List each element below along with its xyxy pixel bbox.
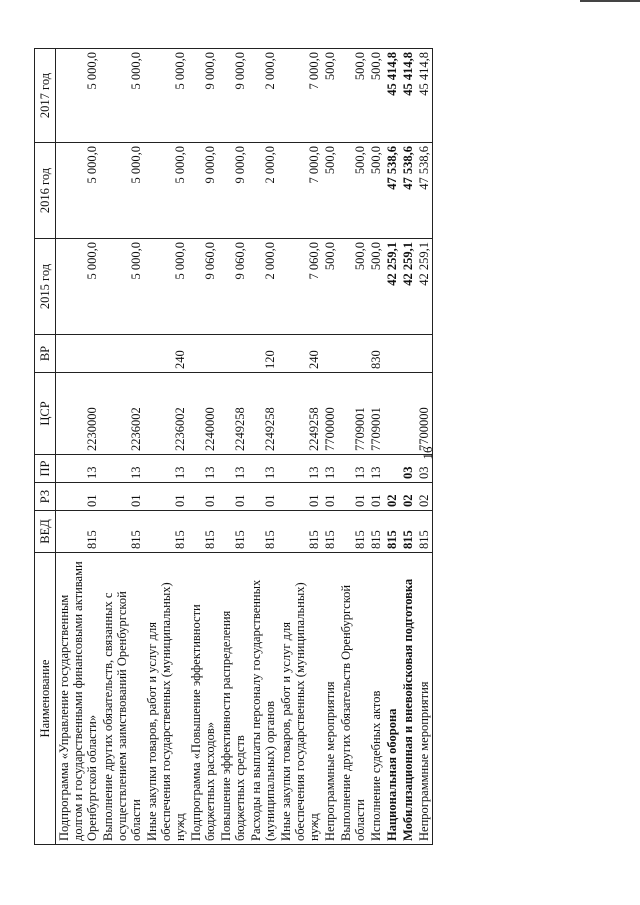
cell-pr: 13 [322,455,338,483]
cell-csr: 2249258 [218,373,248,455]
header-2015: 2015 год [35,239,56,335]
cell-pr: 13 [278,455,322,483]
cell-csr [400,373,416,455]
cell-2016: 500,0 [338,143,368,239]
cell-name: Выполнение других обязательств, связанных с осуществлением заимствований Оренбургской области [100,553,144,845]
cell-2017: 45 414,8 [384,49,400,143]
cell-pr: 13 [188,455,218,483]
header-ved: ВЕД [35,511,56,553]
cell-vr [338,335,368,373]
cell-ved: 815 [384,511,400,553]
cell-rz: 02 [416,483,433,511]
cell-vr [188,335,218,373]
cell-2016: 47 538,6 [416,143,433,239]
cell-vr: 830 [368,335,384,373]
cell-ved: 815 [338,511,368,553]
cell-2017: 45 414,8 [416,49,433,143]
cell-csr: 2236002 [100,373,144,455]
cell-rz: 01 [278,483,322,511]
cell-2017: 5 000,0 [56,49,101,143]
cell-2015: 42 259,1 [416,239,433,335]
header-vr: ВР [35,335,56,373]
cell-2015: 42 259,1 [400,239,416,335]
budget-table [34,48,433,845]
cell-csr: 7700000 [416,373,433,455]
table-row [338,49,368,845]
table-row [100,49,144,845]
table-header-row [35,49,56,845]
table-row [248,49,278,845]
cell-2016: 500,0 [368,143,384,239]
cell-2017: 5 000,0 [144,49,188,143]
cell-pr [384,455,400,483]
cell-2017: 7 000,0 [278,49,322,143]
cell-ved: 815 [188,511,218,553]
cell-pr: 13 [56,455,101,483]
cell-name: Непрограммные мероприятия [416,553,433,845]
cell-rz: 01 [248,483,278,511]
cell-ved: 815 [100,511,144,553]
cell-2016: 5 000,0 [56,143,101,239]
cell-pr: 13 [144,455,188,483]
cell-csr: 7709001 [368,373,384,455]
cell-2017: 500,0 [368,49,384,143]
table-row [322,49,338,845]
header-2016: 2016 год [35,143,56,239]
cell-ved: 815 [248,511,278,553]
cell-csr: 2236002 [144,373,188,455]
cell-ved: 815 [144,511,188,553]
table-row [368,49,384,845]
table-body [56,49,433,845]
table-row [188,49,218,845]
cell-name: Расходы на выплаты персоналу государственных (муниципальных) органов [248,553,278,845]
cell-2015: 9 060,0 [188,239,218,335]
cell-vr: 120 [248,335,278,373]
cell-vr [100,335,144,373]
cell-2016: 47 538,6 [400,143,416,239]
cell-2016: 47 538,6 [384,143,400,239]
cell-ved: 815 [56,511,101,553]
cell-2015: 5 000,0 [56,239,101,335]
cell-pr: 13 [218,455,248,483]
cell-2016: 5 000,0 [144,143,188,239]
cell-2015: 5 000,0 [144,239,188,335]
cell-2015: 500,0 [338,239,368,335]
cell-rz: 01 [368,483,384,511]
cell-rz: 01 [100,483,144,511]
cell-name: Подпрограмма «Повышение эффективности бюджетных расходов» [188,553,218,845]
cell-2017: 45 414,8 [400,49,416,143]
cell-vr [322,335,338,373]
cell-2015: 7 060,0 [278,239,322,335]
cell-ved: 815 [368,511,384,553]
cell-vr: 240 [278,335,322,373]
table-row [218,49,248,845]
cell-ved: 815 [400,511,416,553]
cell-vr [384,335,400,373]
cell-rz: 01 [338,483,368,511]
cell-2017: 2 000,0 [248,49,278,143]
cell-ved: 815 [322,511,338,553]
cell-pr: 13 [248,455,278,483]
cell-name: Национальная оборона [384,553,400,845]
cell-name: Исполнение судебных актов [368,553,384,845]
cell-name: Непрограммные мероприятия [322,553,338,845]
cell-ved: 815 [218,511,248,553]
cell-name: Подпрограмма «Управление государственным долгом и государственными финансовыми активами Оренбургской области» [56,553,101,845]
table-row [278,49,322,845]
cell-vr [218,335,248,373]
cell-csr: 2230000 [56,373,101,455]
cell-name: Иные закупки товаров, работ и услуг для обеспечения государственных (муниципальных) нужд [278,553,322,845]
cell-csr: 7700000 [322,373,338,455]
cell-pr: 03 [416,455,433,483]
cell-vr [56,335,101,373]
header-2017: 2017 год [35,49,56,143]
cell-name: Мобилизационная и вневойсковая подготовка [400,553,416,845]
page-number: 16 [420,446,435,460]
header-csr: ЦСР [35,373,56,455]
scan-edge-mark [580,0,640,2]
cell-2017: 500,0 [322,49,338,143]
cell-2015: 500,0 [322,239,338,335]
cell-name: Повышение эффективности распределения бюджетных средств [218,553,248,845]
table-row [56,49,101,845]
header-pr: ПР [35,455,56,483]
cell-csr [384,373,400,455]
table-row [144,49,188,845]
cell-2016: 7 000,0 [278,143,322,239]
cell-2015: 42 259,1 [384,239,400,335]
cell-2015: 5 000,0 [100,239,144,335]
cell-pr: 03 [400,455,416,483]
cell-csr: 7709001 [338,373,368,455]
cell-2016: 9 000,0 [218,143,248,239]
cell-rz: 01 [56,483,101,511]
cell-name: Иные закупки товаров, работ и услуг для обеспечения государственных (муниципальных) нужд [144,553,188,845]
cell-rz: 01 [144,483,188,511]
header-rz: РЗ [35,483,56,511]
table-row [416,49,433,845]
cell-rz: 01 [188,483,218,511]
cell-ved: 815 [416,511,433,553]
cell-2015: 9 060,0 [218,239,248,335]
cell-ved: 815 [278,511,322,553]
cell-2017: 500,0 [338,49,368,143]
cell-rz: 01 [218,483,248,511]
cell-2016: 5 000,0 [100,143,144,239]
cell-vr [416,335,433,373]
cell-rz: 02 [384,483,400,511]
cell-2016: 9 000,0 [188,143,218,239]
cell-2017: 9 000,0 [218,49,248,143]
header-name: Наименование [35,553,56,845]
cell-rz: 01 [322,483,338,511]
cell-rz: 02 [400,483,416,511]
cell-2016: 2 000,0 [248,143,278,239]
table-row [384,49,400,845]
cell-2017: 9 000,0 [188,49,218,143]
cell-csr: 2249258 [278,373,322,455]
cell-2015: 500,0 [368,239,384,335]
cell-pr: 13 [338,455,368,483]
cell-name: Выполнение других обязательств Оренбургской области [338,553,368,845]
cell-pr: 13 [100,455,144,483]
cell-csr: 2249258 [248,373,278,455]
cell-pr: 13 [368,455,384,483]
cell-2017: 5 000,0 [100,49,144,143]
cell-vr: 240 [144,335,188,373]
table-row [400,49,416,845]
cell-vr [400,335,416,373]
cell-2015: 2 000,0 [248,239,278,335]
cell-2016: 500,0 [322,143,338,239]
cell-csr: 2240000 [188,373,218,455]
